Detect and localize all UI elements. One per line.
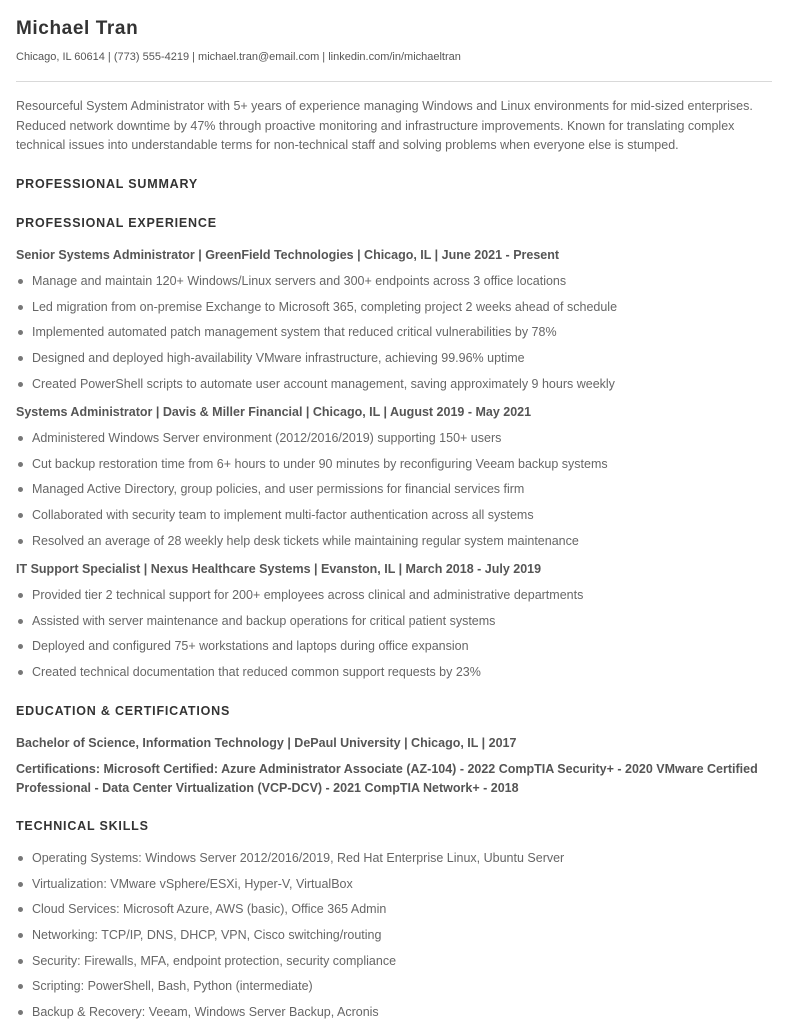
degree-line: Bachelor of Science, Information Technology | DePaul University | Chicago, IL | 2017 <box>16 736 517 750</box>
list-item: Cut backup restoration time from 6+ hours to under 90 minutes by reconfiguring Veeam backup systems <box>16 455 776 481</box>
list-item: Security: Firewalls, MFA, endpoint protection, security compliance <box>16 952 776 978</box>
job-entry <box>16 403 776 557</box>
list-item: Scripting: PowerShell, Bash, Python (intermediate) <box>16 977 776 1003</box>
list-item: Led migration from on-premise Exchange to Microsoft 365, completing project 2 weeks ahead of schedule <box>16 298 776 324</box>
list-item: Managed Active Directory, group policies, and user permissions for financial services firm <box>16 480 776 506</box>
intro-paragraph: Resourceful System Administrator with 5+ years of experience managing Windows and Linux environments for mid-sized enterprises. Reduced network downtime by 47% through proactive monitoring and infrastructure improvements. Known for translating complex technical issues into understandable terms for non-technical staff and solving problems when everyone else is stumped. <box>16 99 753 152</box>
skills-block <box>16 849 776 1029</box>
job-title: Systems Administrator | Davis & Miller Financial | Chicago, IL | August 2019 - May 2021 <box>16 405 532 419</box>
section-title-summary: PROFESSIONAL SUMMARY <box>16 177 198 191</box>
list-item: Resolved an average of 28 weekly help desk tickets while maintaining regular system maintenance <box>16 532 776 558</box>
list-item: Virtualization: VMware vSphere/ESXi, Hyper-V, VirtualBox <box>16 875 776 901</box>
job-title: IT Support Specialist | Nexus Healthcare Systems | Evanston, IL | March 2018 - July 2019 <box>16 562 542 576</box>
list-item: Administered Windows Server environment (2012/2016/2019) supporting 150+ users <box>16 429 776 455</box>
list-item: Implemented automated patch management system that reduced critical vulnerabilities by 78% <box>16 323 776 349</box>
certifications-line: Certifications: Microsoft Certified: Azure Administrator Associate (AZ-104) - 2022 CompTIA Security+ - 2020 VMware Certified Professional - Data Center Virtualization (VCP-DCV) - 2021 CompTIA Network+ - 2018 <box>16 762 758 795</box>
job-entry <box>16 560 776 689</box>
skills-list <box>16 849 776 1029</box>
list-item: Designed and deployed high-availability VMware infrastructure, achieving 99.96% uptime <box>16 349 776 375</box>
job-bullets <box>16 429 776 557</box>
list-item: Provided tier 2 technical support for 200+ employees across clinical and administrative departments <box>16 586 776 612</box>
list-item: Collaborated with security team to implement multi-factor authentication across all systems <box>16 506 776 532</box>
list-item: Operating Systems: Windows Server 2012/2016/2019, Red Hat Enterprise Linux, Ubuntu Server <box>16 849 776 875</box>
job-title: Senior Systems Administrator | GreenField Technologies | Chicago, IL | June 2021 - Present <box>16 248 560 262</box>
list-item: Deployed and configured 75+ workstations and laptops during office expansion <box>16 637 776 663</box>
contact-line: Chicago, IL 60614 | (773) 555-4219 | michael.tran@email.com | linkedin.com/in/michaeltran <box>16 51 461 63</box>
job-bullets <box>16 272 776 400</box>
list-item: Created technical documentation that reduced common support requests by 23% <box>16 663 776 689</box>
list-item: Assisted with server maintenance and backup operations for critical patient systems <box>16 612 776 638</box>
job-bullets <box>16 586 776 689</box>
list-item: Networking: TCP/IP, DNS, DHCP, VPN, Cisco switching/routing <box>16 926 776 952</box>
section-title-education: EDUCATION & CERTIFICATIONS <box>16 704 231 718</box>
job-entry <box>16 246 776 400</box>
section-title-skills: TECHNICAL SKILLS <box>16 819 149 833</box>
candidate-name: Michael Tran <box>16 18 139 39</box>
list-item: Manage and maintain 120+ Windows/Linux servers and 300+ endpoints across 3 office locations <box>16 272 776 298</box>
header-divider <box>16 81 772 82</box>
list-item: Backup & Recovery: Veeam, Windows Server Backup, Acronis <box>16 1003 776 1029</box>
list-item: Cloud Services: Microsoft Azure, AWS (basic), Office 365 Admin <box>16 900 776 926</box>
education-block <box>16 734 776 798</box>
section-title-experience: PROFESSIONAL EXPERIENCE <box>16 216 217 230</box>
list-item: Created PowerShell scripts to automate user account management, saving approximately 9 hours weekly <box>16 375 776 401</box>
